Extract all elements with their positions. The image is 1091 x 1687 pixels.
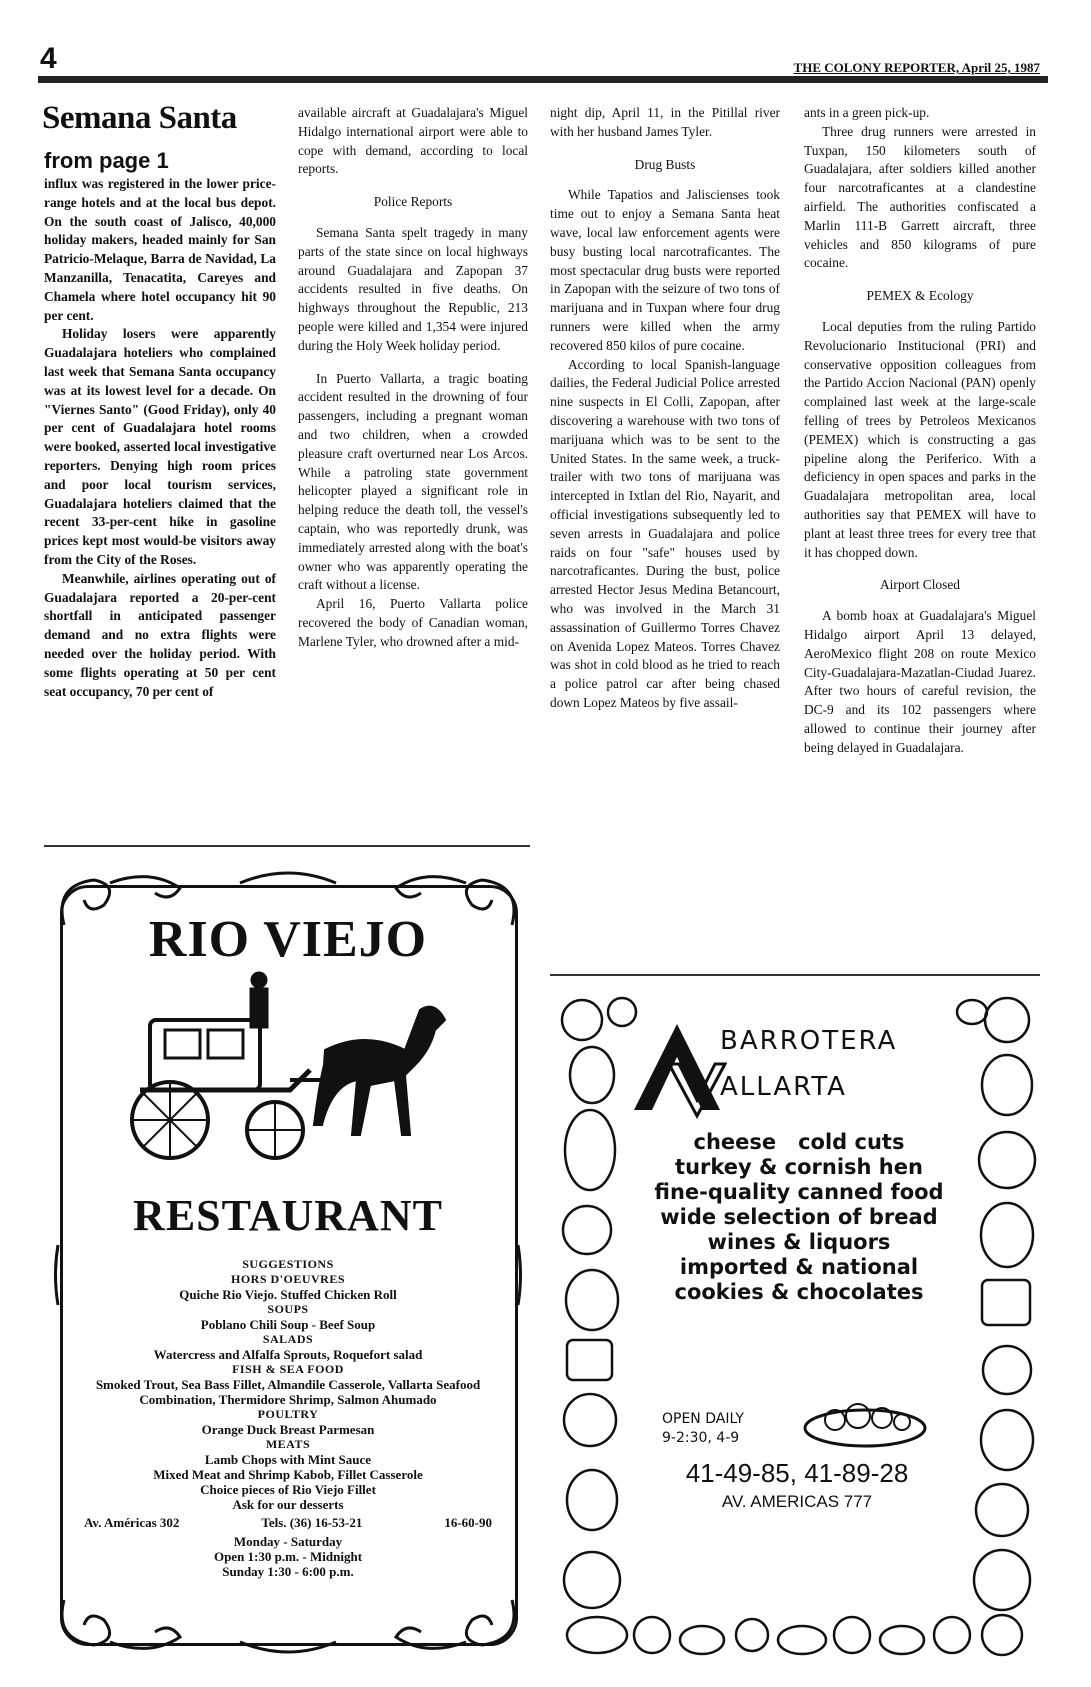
rio-viejo-ad <box>50 865 526 1660</box>
column-4 <box>804 104 1036 758</box>
paragraph: Meanwhile, airlines operating out of Guadalajara reported a 20-per-cent shortfall in anticipated passenger demand and no extra flights were needed over the holiday period. With some flights operating at 50 per cent seat occupancy, 70 per cent of <box>44 570 276 699</box>
menu-section-heading: SOUPS <box>267 1302 309 1316</box>
menu-list <box>70 1257 506 1579</box>
column-rule <box>550 974 1040 976</box>
paragraph: influx was registered in the lower price-range hotels and at the local bus depot. On the south coast of Jalisco, 40,000 holiday makers, headed mainly for San Patricio-Melaque, Barra de Navidad, La Manzanilla, Tenacatita, Careyes and Chamela where hotel occupancy hit 90 per cent. <box>44 176 276 323</box>
masthead: THE COLONY REPORTER, April 25, 1987 <box>793 60 1040 75</box>
column-1 <box>44 175 276 701</box>
paragraph: Semana Santa spelt tragedy in many parts of the state since on local highways around Guadalajara and Zapopan 37 accidents resulted in five deaths. On highways throughout the Republic, 213 people were killed and 1,354 were injured during the Holy Week holiday period. <box>298 224 528 353</box>
paragraph: According to local Spanish-language dailies, the Federal Judicial Police arrested nine suspects in El Colli, Zapopan, after discovering a warehouse with two tons of marijuana which was to be sent to the United States. In the same week, a truck-trailer with two tons of marijuana was intercepted in Ixtlan del Rio, Nayarit, and official investigations subsequently led to seven arrests in Guadalajara and police raids on four "safe" houses used by narcotraficantes. During the bust, police arrested Hector Jesus Medina Betancourt, who was involved in the March 31 assassination of Guillermo Torres Chavez on Avenida Lopez Mateos. Torres Chavez was shot in cold blood as he tried to reach a police patrol car after being chased down Lopez Mateos by five assail- <box>550 356 780 710</box>
menu-item: Poblano Chili Soup - Beef Soup <box>200 1317 376 1332</box>
hours-line: Open 1:30 p.m. - Midnight <box>213 1549 363 1564</box>
phone: Tels. (36) 16-53-21 <box>261 1515 363 1530</box>
menu-item: Ask for our desserts <box>232 1497 344 1512</box>
paragraph: available aircraft at Guadalajara's Miguel Hidalgo international airport were able to cope with demand, according to local reports. <box>298 105 528 177</box>
menu-item: Watercress and Alfalfa Sprouts, Roquefort salad <box>153 1347 423 1362</box>
store-name-line-2: ALLARTA <box>720 1072 847 1102</box>
headline: Semana Santa <box>42 100 237 136</box>
phone-numbers: 41-49-85, 41-89-28 <box>685 1458 909 1488</box>
column-rule <box>44 845 530 847</box>
menu-item: Mixed Meat and Shrimp Kabob, Fillet Casserole <box>153 1467 423 1482</box>
paragraph: April 16, Puerto Vallarta police recovered the body of Canadian woman, Marlene Tyler, who drowned after a mid- <box>298 596 528 649</box>
paragraph: A bomb hoax at Guadalajara's Miguel Hidalgo airport April 13 delayed, AeroMexico flight 208 on route Mexico City-Guadalajara-Mazatlan-Ciudad Juarez. After two hours of careful revision, the DC-9 and its 102 passengers where allowed to continue their journey after being delayed in Guadalajara. <box>804 608 1036 755</box>
paragraph: night dip, April 11, in the Pitillal river with her husband James Tyler. <box>550 105 780 139</box>
address: Av. Américas 302 <box>84 1515 180 1530</box>
restaurant-name: RIO VIEJO <box>148 911 428 968</box>
menu-section-heading: MEATS <box>265 1437 311 1451</box>
product-line: wines & liquors <box>707 1230 891 1254</box>
menu-item: Smoked Trout, Sea Bass Fillet, Almandile Casserole, Vallarta Seafood Combination, Thermidore Shrimp, Salmon Ahumado <box>95 1377 481 1407</box>
phone: 16-60-90 <box>444 1515 492 1530</box>
product-line: cookies & chocolates <box>674 1280 924 1304</box>
store-name-line-1: BARROTERA <box>720 1026 898 1056</box>
restaurant-label: RESTAURANT <box>133 1191 443 1240</box>
top-rule <box>38 76 1048 83</box>
menu-section-heading: POULTRY <box>257 1407 319 1421</box>
product-line: turkey & cornish hen <box>675 1155 923 1179</box>
paragraph: In Puerto Vallarta, a tragic boating accident resulted in the drowning of four passengers, including a pregnant woman and two children, when a crowded pleasure craft overturned near Los Arcos. While a patroling state government helicopter played a significant role in helping reduce the death toll, the vessel's captain, who was reportedly drunk, was immediately arrested along with the boat's owner who was apparently operating the craft without a license. <box>298 370 528 593</box>
section-heading: PEMEX & Ecology <box>866 288 974 304</box>
product-line: fine-quality canned food <box>654 1180 944 1204</box>
horse-carriage-illustration <box>110 970 470 1180</box>
opening-hours <box>662 1410 744 1448</box>
paragraph: While Tapatios and Jaliscienses took time out to enjoy a Semana Santa heat wave, local law enforcement agents were busy busting local narcotraficantes. The most spectacular drug busts were reported in Zapopan with the seizure of two tons of marijuana and in Tuxpan where four drug runners were killed when the army recovered 850 kilos of pure cocaine. <box>550 187 780 353</box>
contact-line <box>70 1515 506 1530</box>
menu-section-heading: SALADS <box>262 1332 314 1346</box>
menu-lines <box>70 1257 506 1512</box>
menu-section-heading: HORS D'OEUVRES <box>230 1272 346 1286</box>
menu-item: Quiche Rio Viejo. Stuffed Chicken Roll <box>179 1287 397 1302</box>
page-number: 4 <box>40 42 57 75</box>
abarrotera-vallarta-ad <box>552 990 1042 1660</box>
menu-item: Lamb Chops with Mint Sauce <box>204 1452 372 1467</box>
hours-line: Sunday 1:30 - 6:00 p.m. <box>222 1564 354 1579</box>
product-line: wide selection of bread <box>660 1205 938 1229</box>
open-label: OPEN DAILY <box>662 1411 744 1427</box>
food-plate-icon <box>800 1390 930 1450</box>
store-address: AV. AMERICAS 777 <box>721 1492 873 1511</box>
section-heading: Airport Closed <box>880 577 960 593</box>
column-3 <box>550 104 780 713</box>
paragraph: Three drug runners were arrested in Tuxpan, 150 kilometers south of Guadalajara, after soldiers killed another four narcotraficantes at a clandestine airfield. The authorities confiscated a Marlin 111-B Garrett aircraft, three vehicles and 850 kilograms of pure cocaine. <box>804 123 1036 271</box>
menu-item: Orange Duck Breast Parmesan <box>201 1422 375 1437</box>
product-list <box>614 1130 984 1305</box>
menu-section-heading: FISH & SEA FOOD <box>232 1362 344 1376</box>
logo-v-triangle-icon <box>667 1060 727 1120</box>
subhead: from page 1 <box>44 148 169 173</box>
hours <box>70 1534 506 1579</box>
paragraph: ants in a green pick-up. <box>804 105 930 120</box>
product-line: imported & national <box>679 1255 919 1279</box>
product-line: cheese cold cuts <box>693 1130 905 1154</box>
menu-section-heading: SUGGESTIONS <box>242 1257 334 1271</box>
open-times: 9-2:30, 4-9 <box>662 1430 740 1446</box>
menu-item: Choice pieces of Rio Viejo Fillet <box>200 1482 376 1497</box>
section-heading: Police Reports <box>373 194 453 210</box>
paragraph: Holiday losers were apparently Guadalajara hoteliers who complained last week that Semana Santa occupancy was at its lowest level for a decade. On "Viernes Santo" (Good Friday), only 40 per cent of Guadalajara hotel rooms were booked, asserted local investigative reporters. Denying high room prices and poor local tourism services, Guadalajara hoteliers claimed that the recent 33-per-cent hike in gasoline prices kept most would-be visitors away from the City of the Roses. <box>44 326 276 567</box>
hours-line: Monday - Saturday <box>233 1534 343 1549</box>
paragraph: Local deputies from the ruling Partido Revolucionario Institucional (PRI) and conservative opposition colleagues from the Partido Accion Nacional (PAN) openly complained last week at the large-scale felling of trees by Petroleos Mexicanos (PEMEX) which is constructing a gas pipeline along the Periferico. With a deficiency in open spaces and parks in the Guadalajara metropolitan area, local authorities say that PEMEX will have to plant at least three trees for every tree that it has chopped down. <box>804 318 1036 560</box>
section-heading: Drug Busts <box>634 156 696 172</box>
column-2 <box>298 104 528 652</box>
